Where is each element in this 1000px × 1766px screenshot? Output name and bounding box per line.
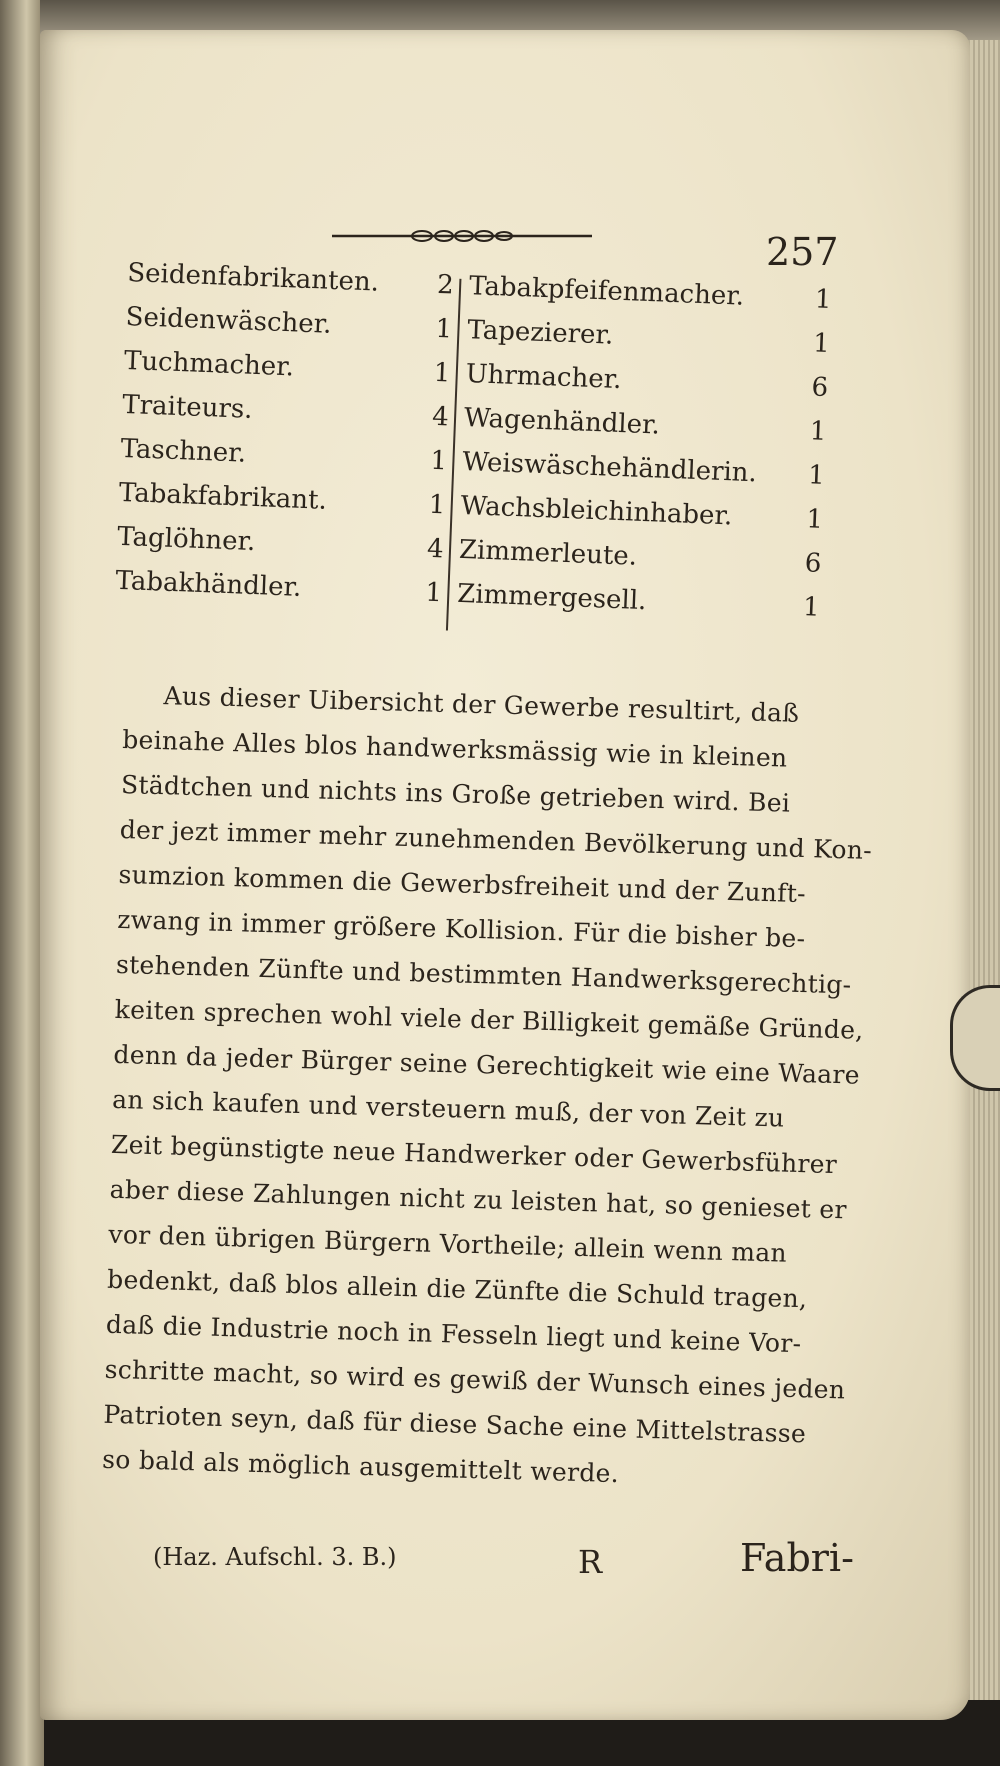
trade-name: Uhrmacher. bbox=[465, 359, 623, 396]
trade-count: 1 bbox=[429, 445, 448, 477]
trade-name: Wachsbleichinhaber. bbox=[460, 490, 733, 532]
trade-name: Seidenwäscher. bbox=[125, 301, 333, 340]
trade-count: 6 bbox=[810, 372, 829, 403]
book-page bbox=[40, 30, 970, 1720]
text-line: der jezt immer mehr zunehmenden Bevölkerung und Kon- bbox=[119, 814, 873, 865]
trade-count: 2 bbox=[436, 269, 455, 301]
trade-count: 1 bbox=[802, 592, 821, 623]
trade-name: Tapezierer. bbox=[466, 315, 614, 351]
body-paragraph bbox=[101, 680, 873, 1530]
trade-count: 1 bbox=[807, 460, 826, 491]
trade-count: 6 bbox=[804, 548, 822, 579]
trade-name: Taglöhner. bbox=[116, 521, 256, 558]
trade-count: 1 bbox=[428, 489, 446, 521]
trade-name: Zimmergesell. bbox=[456, 578, 647, 617]
text-line: stehenden Zünfte und bestimmten Handwerksgerechtig- bbox=[115, 949, 852, 1000]
text-line: vor den übrigen Bürgern Vortheile; allein wenn man bbox=[108, 1219, 788, 1268]
trade-count: 4 bbox=[431, 401, 450, 433]
page-number: 257 bbox=[766, 230, 839, 274]
text-line: zwang in immer größere Kollision. Für die bisher be- bbox=[116, 904, 806, 954]
trade-register-table bbox=[113, 258, 857, 676]
text-line: Patrioten seyn, daß für diese Sache eine Mittelstrasse bbox=[103, 1399, 807, 1449]
bookmark-tab bbox=[950, 985, 1000, 1091]
trade-name: Taschner. bbox=[120, 433, 247, 469]
trade-name: Seidenfabrikanten. bbox=[126, 258, 380, 298]
trade-name: Weiswäschehändlerin. bbox=[461, 446, 758, 489]
trade-name: Wagenhändler. bbox=[463, 403, 661, 441]
trade-name: Tuchmacher. bbox=[123, 345, 295, 383]
trade-name: Tabakpfeifenmacher. bbox=[468, 271, 745, 312]
trade-count: 1 bbox=[809, 416, 827, 447]
trade-count: 1 bbox=[814, 284, 833, 316]
text-line: Aus dieser Uibersicht der Gewerbe resultirt, daß bbox=[163, 681, 800, 728]
trade-count: 1 bbox=[424, 577, 443, 609]
text-line: daß die Industrie noch in Fesseln liegt und keine Vor- bbox=[105, 1309, 802, 1359]
text-line: aber diese Zahlungen nicht zu leisten hat, so genieset er bbox=[109, 1174, 848, 1225]
text-line: Zeit begünstigte neue Handwerker oder Gewerbsführer bbox=[110, 1129, 838, 1180]
trade-count: 1 bbox=[434, 313, 453, 345]
trade-name: Traiteurs. bbox=[121, 389, 254, 425]
text-line: bedenkt, daß blos allein die Zünfte die Schuld tragen, bbox=[106, 1264, 808, 1314]
text-line: Städtchen und nichts ins Große getrieben wird. Bei bbox=[120, 769, 791, 818]
trade-count: 1 bbox=[805, 504, 824, 535]
text-line: an sich kaufen und versteuern muß, der von Zeit zu bbox=[111, 1084, 785, 1133]
text-line: denn da jeder Bürger seine Gerechtigkeit wie eine Waare bbox=[113, 1039, 861, 1090]
signature-mark: (Haz. Aufschl. 3. B.) bbox=[153, 1543, 397, 1571]
text-line: beinahe Alles blos handwerksmässig wie in kleinen bbox=[121, 724, 788, 773]
book-gutter-edge bbox=[0, 0, 44, 1766]
text-line: sumzion kommen die Gewerbsfreiheit und der Zunft- bbox=[118, 859, 807, 909]
trade-name: Tabakhändler. bbox=[115, 565, 302, 603]
catchword: Fabri- bbox=[740, 1536, 854, 1580]
header-flourish-ornament bbox=[332, 226, 592, 246]
sheet-mark: R bbox=[578, 1543, 603, 1581]
trade-name: Tabakfabrikant. bbox=[118, 477, 328, 516]
trade-count: 4 bbox=[426, 533, 445, 565]
trade-name: Zimmerleute. bbox=[458, 534, 638, 572]
text-line: so bald als möglich ausgemittelt werde. bbox=[101, 1444, 620, 1489]
text-line: schritte macht, so wird es gewiß der Wunsch eines jeden bbox=[104, 1354, 846, 1405]
trade-count: 1 bbox=[433, 357, 451, 389]
text-line: keiten sprechen wohl viele der Billigkeit gemäße Gründe, bbox=[114, 994, 864, 1045]
trade-count: 1 bbox=[812, 328, 831, 359]
